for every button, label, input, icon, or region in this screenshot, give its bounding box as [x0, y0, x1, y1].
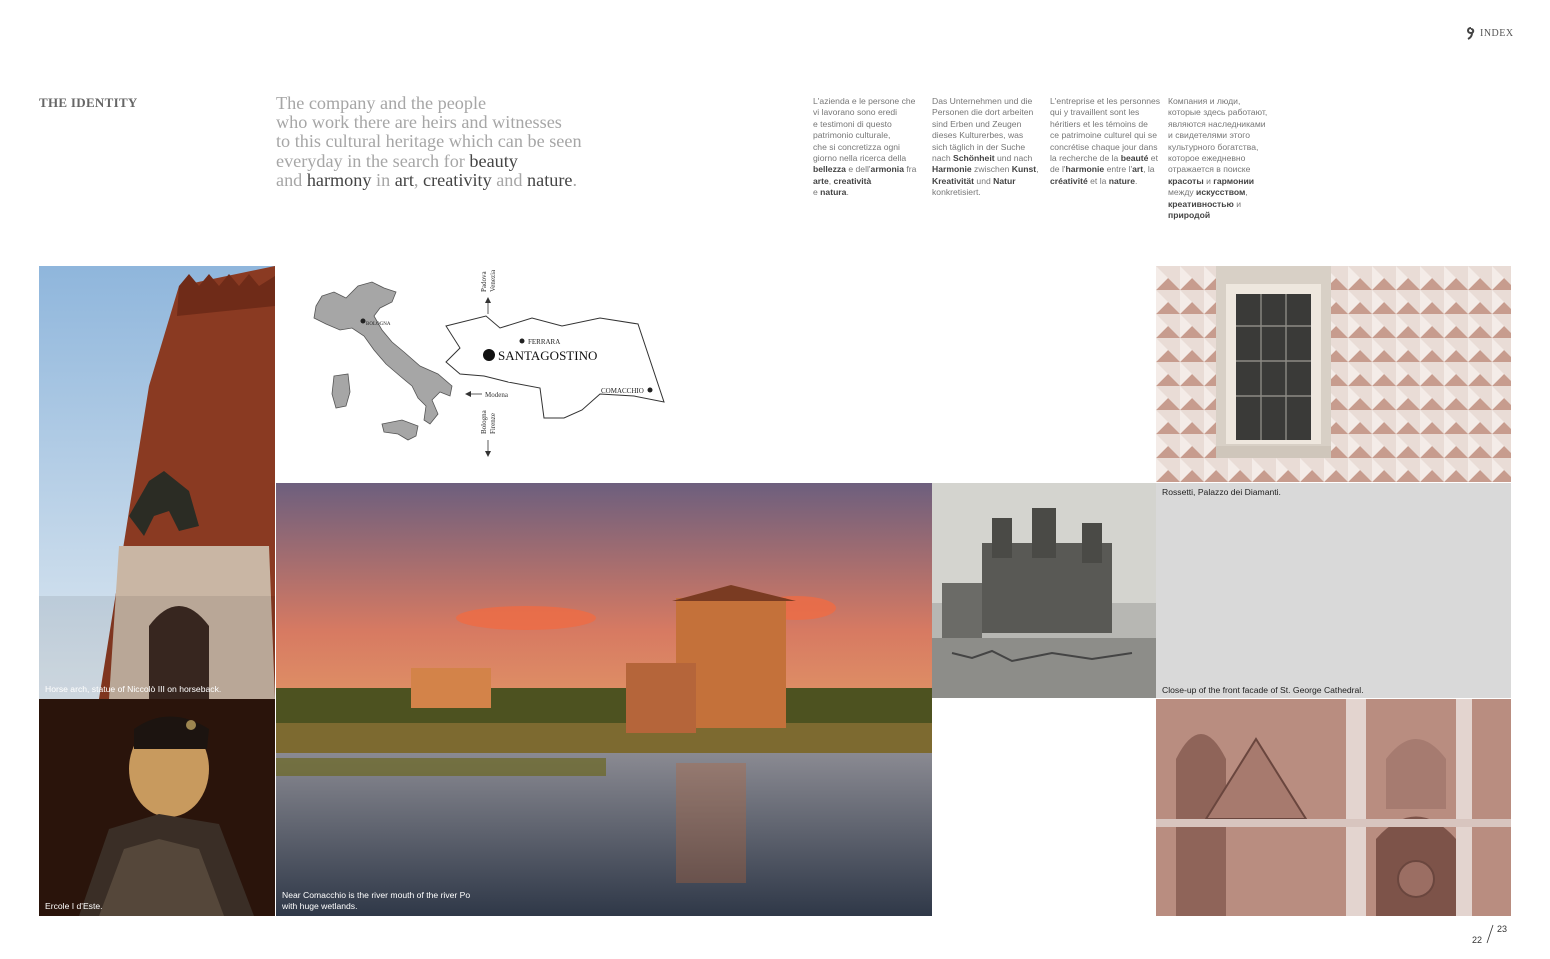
column-line: zwischen: [971, 164, 1012, 175]
lead-line: The company and the people: [276, 93, 487, 113]
column-line: которое ежедневно: [1168, 153, 1246, 164]
column-keyword: art: [1132, 164, 1144, 175]
page-number-left: 22: [1472, 935, 1483, 945]
photo-palazzo-diamanti: [1156, 266, 1511, 482]
bologna-dot: [361, 319, 366, 324]
text-column-russian: [1168, 96, 1286, 221]
column-line: sich täglich in der Suche: [932, 141, 1026, 152]
text-column-italian: [813, 96, 925, 199]
lead-connector: and: [491, 169, 528, 190]
column-line: ce patrimoine culturel qui se: [1050, 130, 1157, 141]
keyword-art: art: [394, 169, 414, 190]
photo-comacchio-wetland: [276, 483, 932, 916]
caption-diamanti: Rossetti, Palazzo dei Diamanti.: [1162, 487, 1281, 497]
map-label-bologna: BOLOGNA: [366, 322, 391, 327]
bookmark-swirl-icon: [1466, 27, 1476, 40]
map-label-venezia: Venezia: [489, 269, 497, 292]
comacchio-dot: [648, 388, 653, 393]
caption-wetland: [282, 890, 470, 912]
column-keyword: Natur: [993, 175, 1016, 186]
column-line: nach: [932, 153, 954, 164]
column-line: de l': [1050, 164, 1066, 175]
photo-st-george-cathedral: [1156, 699, 1511, 916]
column-keyword: красоты: [1168, 175, 1204, 186]
column-line: и: [1203, 175, 1214, 186]
column-line: Das Unternehmen und die: [932, 96, 1033, 106]
column-line: concrétise chaque jour dans: [1050, 141, 1158, 152]
column-line: konkretisiert.: [932, 187, 981, 198]
column-line: и: [1233, 198, 1242, 209]
column-line: fra: [903, 164, 917, 175]
column-line: patrimonio culturale,: [813, 130, 891, 141]
column-line: между: [1168, 187, 1197, 198]
column-keyword: nature: [1108, 175, 1136, 186]
column-line: ,: [828, 175, 834, 186]
index-label: INDEX: [1480, 28, 1514, 39]
map-label-modena: Modena: [485, 391, 508, 399]
lead-line: everyday in the search for: [276, 150, 470, 171]
keyword-harmony: harmony: [306, 169, 372, 190]
column-line: e testimoni di questo: [813, 118, 892, 129]
column-line: dieses Kulturerbes, was: [932, 130, 1024, 141]
column-keyword: créativité: [1050, 175, 1088, 186]
column-keyword: natura: [820, 187, 847, 198]
column-line: отражается в поиске: [1168, 164, 1251, 175]
keyword-nature: nature: [527, 169, 573, 190]
column-keyword: Kunst: [1011, 164, 1037, 175]
column-keyword: Kreativität: [932, 175, 975, 186]
column-line: et la: [1087, 175, 1109, 186]
column-line: la recherche de la: [1050, 153, 1121, 164]
lead-paragraph: [276, 94, 696, 190]
column-line: qui y travaillent sont les: [1050, 107, 1140, 118]
lead-line: and: [276, 169, 307, 190]
column-keyword: природой: [1168, 210, 1211, 221]
page-number-right: 23: [1497, 924, 1508, 934]
column-line: e dell': [845, 164, 871, 175]
lead-connector: ,: [413, 169, 423, 190]
column-line: .: [1135, 175, 1138, 186]
province-outline: [446, 316, 664, 418]
column-keyword: bellezza: [813, 164, 846, 175]
column-keyword: Schönheit: [953, 153, 995, 164]
column-keyword: creatività: [833, 175, 872, 186]
map-label-ferrara: FERRARA: [528, 338, 561, 346]
map-label-santagostino: SANTAGOSTINO: [498, 348, 598, 363]
column-line: L'azienda e le persone che: [813, 96, 916, 106]
column-line: vi lavorano sono eredi: [813, 107, 898, 118]
map-label-comacchio: COMACCHIO: [601, 387, 644, 395]
column-keyword: armonia: [870, 164, 904, 175]
photo-castello-estense: [39, 266, 275, 699]
lead-line: who work there are heirs and witnesses: [276, 112, 562, 133]
keyword-beauty: beauty: [469, 150, 518, 171]
map-label-firenze: Firenze: [489, 413, 497, 434]
column-line: héritiers et les témoins de: [1050, 118, 1148, 129]
column-keyword: beauté: [1120, 153, 1149, 164]
column-line: und: [974, 175, 994, 186]
column-line: sind Erben und Zeugen: [932, 118, 1022, 129]
page-slash: [1486, 924, 1494, 944]
column-line: ,: [1245, 187, 1248, 198]
column-line: entre l': [1104, 164, 1133, 175]
column-keyword: гармонии: [1213, 175, 1255, 186]
column-line: и свидетелями этого: [1168, 130, 1250, 141]
engraving-castle: [932, 483, 1156, 698]
lead-connector: .: [572, 169, 578, 190]
column-line: und nach: [994, 153, 1033, 164]
caption-wetland-line: with huge wetlands.: [282, 901, 358, 911]
sardinia-silhouette: [332, 374, 350, 408]
column-line: , la: [1143, 164, 1155, 175]
index-link[interactable]: [1466, 27, 1514, 40]
santagostino-dot: [483, 349, 495, 361]
column-line: .: [846, 187, 849, 198]
column-keyword: harmonie: [1065, 164, 1105, 175]
column-line: che si concretizza ogni: [813, 141, 900, 152]
arrow-down-icon: [485, 451, 491, 457]
column-line: культурного богатства,: [1168, 141, 1259, 152]
text-column-french: [1050, 96, 1162, 187]
column-line: et: [1148, 153, 1158, 164]
photo-ercole-portrait: [39, 699, 275, 916]
page-numbers: [1468, 922, 1518, 948]
map-label-bologna-direction: Bologna: [480, 410, 488, 434]
keyword-creativity: creativity: [423, 169, 492, 190]
caption-wetland-line: Near Comacchio is the river mouth of the river Po: [282, 890, 471, 900]
column-line: являются наследниками: [1168, 118, 1266, 129]
column-line: L'entreprise et les personnes: [1050, 96, 1161, 106]
arrow-left-icon: [465, 391, 471, 397]
column-keyword: искусством: [1196, 187, 1246, 198]
sicily-silhouette: [382, 420, 418, 440]
section-title: THE IDENTITY: [39, 95, 138, 110]
lead-connector: in: [371, 169, 395, 190]
arrow-up-icon: [485, 297, 491, 303]
column-line: e: [813, 187, 821, 198]
caption-panel: [1156, 483, 1511, 698]
column-line: ,: [1036, 164, 1039, 175]
lead-line: to this cultural heritage which can be seen: [276, 131, 582, 152]
column-line: которые здесь работают,: [1168, 107, 1268, 118]
caption-cathedral: Close-up of the front facade of St. George Cathedral.: [1162, 685, 1364, 695]
caption-castello: Horse arch, statue of Niccolò III on horseback.: [45, 684, 222, 694]
column-line: Personen die dort arbeiten: [932, 107, 1034, 118]
column-line: Компания и люди,: [1168, 96, 1241, 106]
text-column-german: [932, 96, 1044, 199]
map-label-padova: Padova: [480, 271, 488, 292]
column-keyword: arte: [813, 175, 829, 186]
column-keyword: Harmonie: [932, 164, 972, 175]
ferrara-dot: [520, 339, 525, 344]
caption-ercole: Ercole I d'Este.: [45, 901, 103, 911]
location-map: [300, 264, 680, 464]
column-line: giorno nella ricerca della: [813, 153, 907, 164]
column-keyword: креативностью: [1168, 198, 1234, 209]
